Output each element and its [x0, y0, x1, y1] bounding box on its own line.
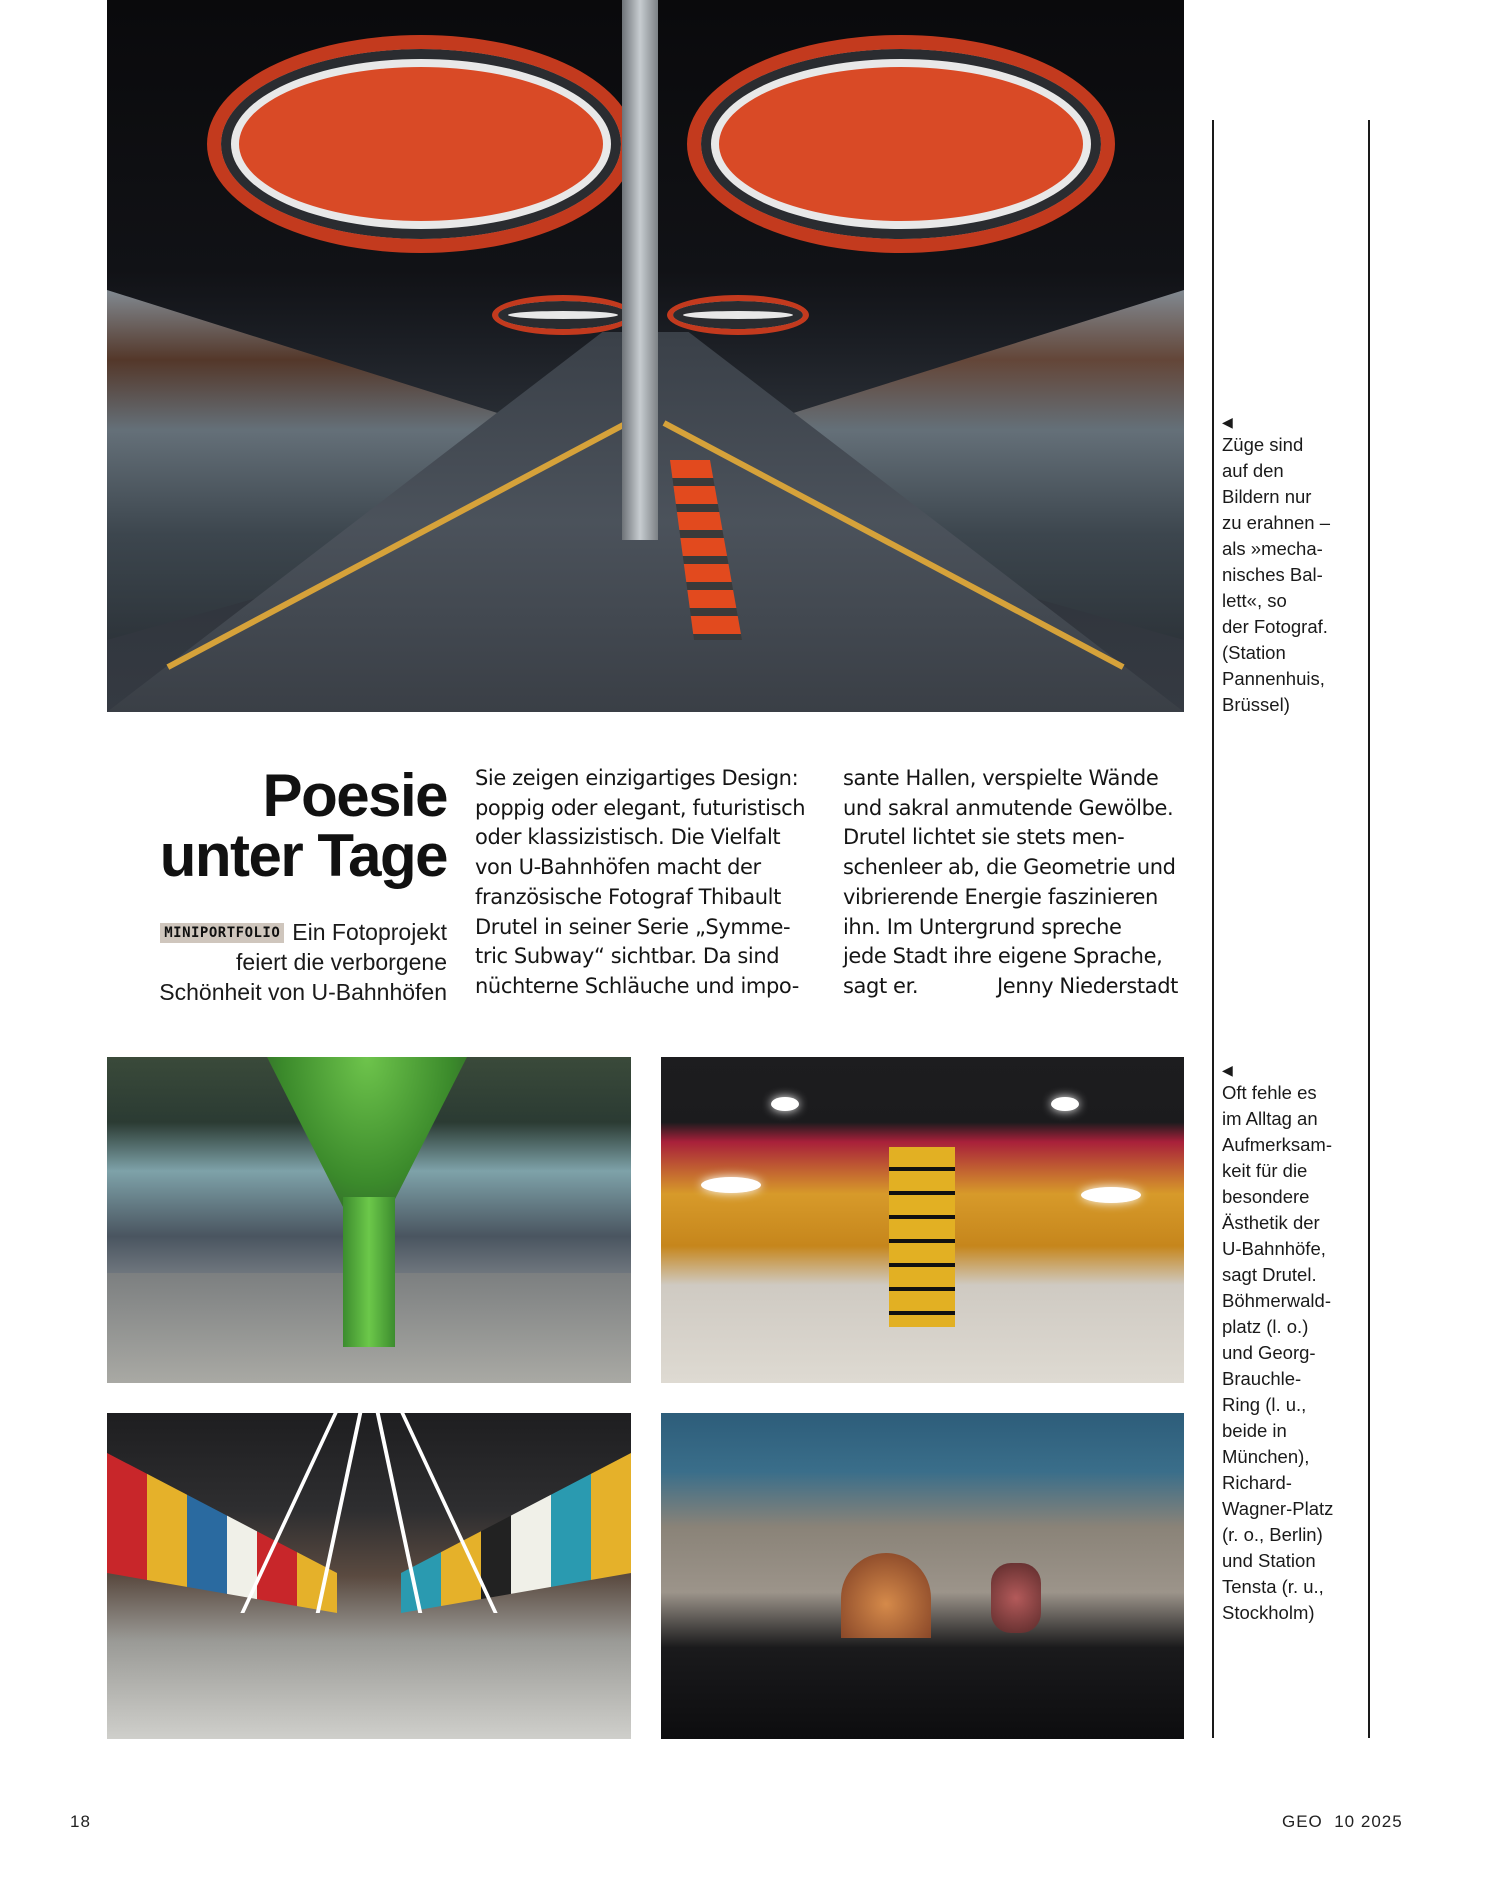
caption-line: und Station [1222, 1550, 1316, 1571]
body-line: jede Stadt ihre eigene Sprache, [843, 944, 1163, 969]
photo-stripes-wall-left [107, 1433, 337, 1633]
hero-ceiling-ring-left [207, 35, 635, 253]
photo-yellow-column [889, 1147, 955, 1327]
caption-line: München), [1222, 1446, 1310, 1467]
caption-line: Oft fehle es [1222, 1082, 1317, 1103]
photo-stripes-wall-right [401, 1433, 631, 1633]
magazine-issue: GEO 10 2025 [1282, 1812, 1403, 1831]
caption-line: als »mecha- [1222, 538, 1323, 559]
photo-yellow-light-2 [1051, 1097, 1079, 1111]
caption-line: Aufmerksam- [1222, 1134, 1332, 1155]
article-title-line-1: Poesie [262, 762, 447, 829]
hero-ceiling-ring-left-far [492, 295, 634, 335]
body-line: französische Fotograf Thibault [475, 884, 781, 909]
caption-line: Wagner-Platz [1222, 1498, 1334, 1519]
hero-ceiling-ring-right [687, 35, 1115, 253]
caption-line: auf den [1222, 460, 1284, 481]
body-line: vibrierende Energie faszinieren [843, 884, 1158, 909]
photo-cave-wall-art [991, 1563, 1041, 1633]
caption-line: lett«, so [1222, 590, 1287, 611]
caption-line: Pannenhuis, [1222, 668, 1325, 689]
body-line: Drutel in seiner Serie „Symme- [475, 914, 791, 939]
article-title [107, 762, 447, 889]
body-last-line [843, 972, 1178, 1002]
body-line: und sakral anmutende Gewölbe. [843, 795, 1174, 820]
caption-line: Brauchle- [1222, 1368, 1302, 1389]
caption-line: besondere [1222, 1186, 1310, 1207]
hero-photo-pannenhuis [107, 0, 1184, 712]
caption-line: U-Bahnhöfe, [1222, 1238, 1326, 1259]
caption-line: Züge sind [1222, 434, 1304, 455]
body-line: sante Hallen, verspielte Wände [843, 766, 1159, 790]
kicker-tag: MINIPORTFOLIO [160, 923, 284, 943]
body-column-1 [475, 764, 810, 1002]
caption-line: Tensta (r. u., [1222, 1576, 1324, 1597]
photo-yellow-light-4 [1081, 1187, 1141, 1203]
photo-richard-wagner-platz [661, 1057, 1184, 1383]
sidebar-rule-left [1212, 120, 1214, 1738]
sidebar-rule-right [1368, 120, 1370, 1738]
body-line: ihn. Im Untergrund spreche [843, 914, 1122, 939]
kicker-line-2: feiert die verborgene [236, 949, 447, 975]
caption-line: Richard- [1222, 1472, 1292, 1493]
photo-boehmerwaldplatz [107, 1057, 631, 1383]
caption-line: (r. o., Berlin) [1222, 1524, 1323, 1545]
caption-line: nisches Bal- [1222, 564, 1323, 585]
author-name: Jenny Niederstadt [997, 973, 1178, 998]
article-kicker [107, 917, 447, 1007]
caption-line: der Fotograf. [1222, 616, 1328, 637]
body-line: Sie zeigen einzigartiges Design: [475, 766, 799, 790]
body-line: oder klassizistisch. Die Vielfalt [475, 825, 781, 850]
kicker-line-3: Schönheit von U-Bahnhöfen [159, 979, 447, 1005]
body-line: von U-Bahnhöfen macht der [475, 855, 761, 880]
caption-line: (Station [1222, 642, 1286, 663]
caption-arrow-icon: ◀ [1222, 1062, 1233, 1078]
body-line: schenleer ab, die Geometrie und [843, 855, 1176, 880]
body-line: nüchterne Schläuche und impo- [475, 973, 799, 998]
photo-georg-brauchle-ring [107, 1413, 631, 1739]
photo-yellow-light-1 [771, 1097, 799, 1111]
caption-line: Stockholm) [1222, 1602, 1315, 1623]
photo-yellow-light-3 [701, 1177, 761, 1193]
caption-line: platz (l. o.) [1222, 1316, 1309, 1337]
body-line: Drutel lichtet sie stets men- [843, 825, 1125, 850]
caption-line: Brüssel) [1222, 694, 1290, 715]
article-title-line-2: unter Tage [159, 822, 447, 889]
hero-ceiling-ring-right-far [667, 295, 809, 335]
caption-hero [1222, 412, 1362, 718]
photo-green-vault [267, 1057, 467, 1207]
caption-line: Ring (l. u., [1222, 1394, 1307, 1415]
caption-line: zu erahnen – [1222, 512, 1331, 533]
photo-cave-arch-mural [841, 1553, 931, 1638]
caption-arrow-icon: ◀ [1222, 414, 1233, 430]
photo-green-column [343, 1197, 395, 1347]
kicker-line-1: Ein Fotoprojekt [292, 919, 447, 945]
caption-line: und Georg- [1222, 1342, 1316, 1363]
hero-pillar [622, 0, 658, 540]
caption-line: sagt Drutel. [1222, 1264, 1317, 1285]
body-last-line-text: sagt er. [843, 973, 919, 998]
caption-line: keit für die [1222, 1160, 1308, 1181]
page-number: 18 [70, 1812, 91, 1831]
body-line: tric Subway“ sichtbar. Da sind [475, 944, 780, 969]
caption-line: Böhmerwald- [1222, 1290, 1331, 1311]
caption-line: im Alltag an [1222, 1108, 1318, 1129]
photo-tensta [661, 1413, 1184, 1739]
body-column-2 [843, 764, 1178, 1002]
caption-line: Ästhetik der [1222, 1212, 1320, 1233]
caption-line: Bildern nur [1222, 486, 1312, 507]
body-line: poppig oder elegant, futuristisch [475, 795, 806, 820]
caption-grid [1222, 1060, 1362, 1626]
caption-line: beide in [1222, 1420, 1287, 1441]
